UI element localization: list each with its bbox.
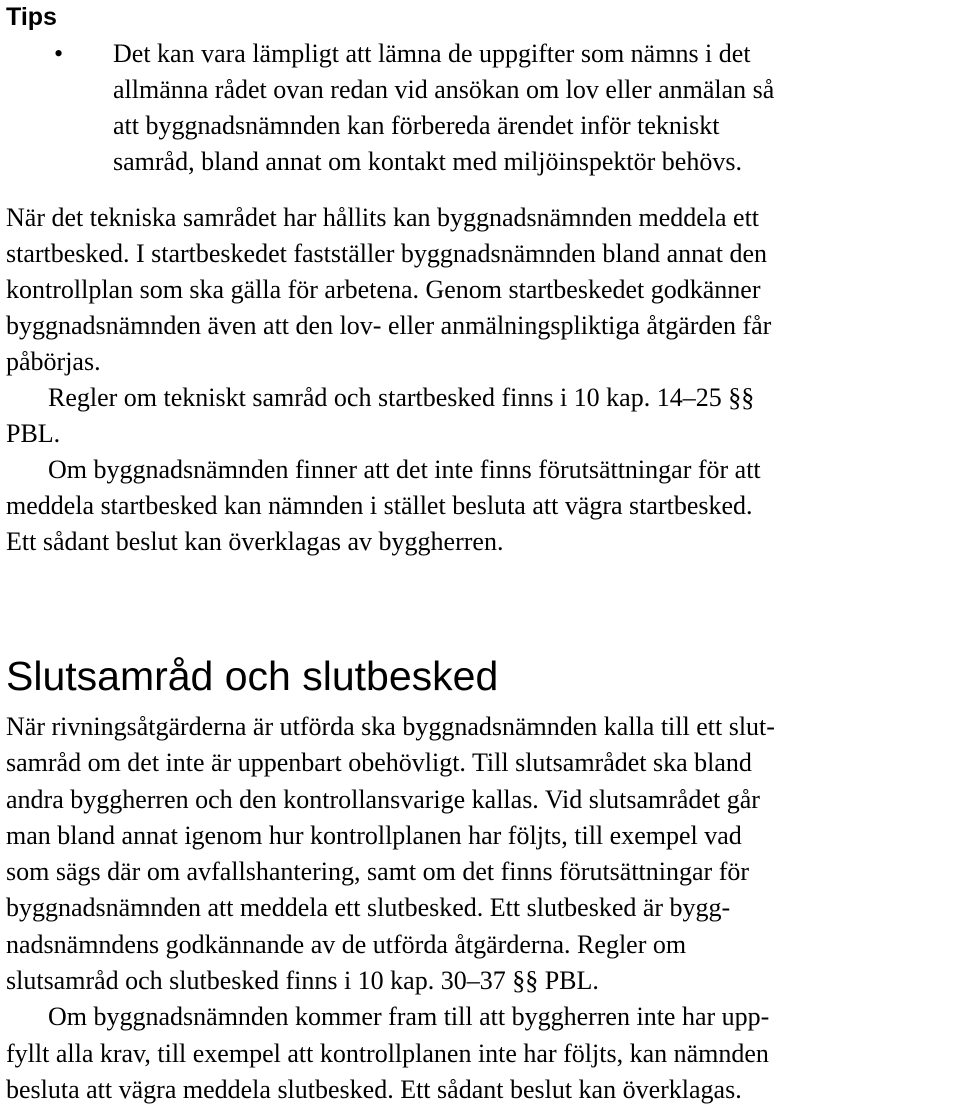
- text-line: startbesked. I startbeskedet fastställer byggnadsnämnden bland annat den: [6, 239, 767, 268]
- text-line: samråd om det inte är uppenbart obehövligt. Till slutsamrådet ska bland: [6, 748, 752, 778]
- section-heading: Slutsamråd och slutbesked: [6, 653, 499, 699]
- text-line: slutsamråd och slutbesked finns i 10 kap. 30–37 §§ PBL.: [6, 966, 599, 996]
- tips-paragraph-regler: [6, 380, 956, 452]
- tips-bullet-text: [113, 36, 943, 180]
- text-line: meddela startbesked kan nämnden i stället besluta att vägra startbesked.: [6, 491, 753, 520]
- section-paragraph-slutsamrad: [6, 709, 956, 999]
- bullet-icon: •: [54, 39, 64, 68]
- text-line: Ett sådant beslut kan överklagas av byggherren.: [6, 527, 504, 556]
- tips-paragraph-startbesked: [6, 200, 956, 380]
- text-line: man bland annat igenom hur kontrollplanen har följts, till exempel vad: [6, 820, 742, 850]
- text-line: Det kan vara lämpligt att lämna de uppgifter som nämns i det: [113, 39, 751, 68]
- tips-block: [6, 36, 956, 560]
- section-block: [6, 709, 956, 1108]
- text-line: fyllt alla krav, till exempel att kontrollplanen inte har följts, kan nämnden: [6, 1038, 769, 1068]
- text-line: påbörjas.: [6, 347, 101, 376]
- text-line: PBL.: [6, 419, 61, 448]
- text-line: kontrollplan som ska gälla för arbetena. Genom startbeskedet godkänner: [6, 275, 761, 304]
- text-line: allmänna rådet ovan redan vid ansökan om lov eller anmälan så: [113, 75, 775, 104]
- text-line: Regler om tekniskt samråd och startbesked finns i 10 kap. 14–25 §§: [48, 383, 755, 412]
- text-line: byggnadsnämnden att meddela ett slutbesked. Ett slutbesked är bygg-: [6, 893, 731, 923]
- tips-heading: Tips: [6, 3, 57, 31]
- text-line: Om byggnadsnämnden finner att det inte finns förutsättningar för att: [48, 455, 761, 484]
- text-line: som sägs där om avfallshantering, samt om det finns förutsättningar för: [6, 857, 750, 887]
- text-line: andra byggherren och den kontrollansvarige kallas. Vid slutsamrådet går: [6, 784, 760, 814]
- tips-paragraph-vagra: [6, 452, 956, 560]
- tips-list-item: [6, 36, 943, 180]
- text-line: att byggnadsnämnden kan förbereda ärendet inför tekniskt: [113, 111, 720, 140]
- text-line: När det tekniska samrådet har hållits kan byggnadsnämnden meddela ett: [6, 203, 760, 232]
- text-line: nadsnämndens godkännande av de utförda åtgärderna. Regler om: [6, 929, 687, 959]
- text-line: byggnadsnämnden även att den lov- eller anmälningspliktiga åtgärden får: [6, 311, 772, 340]
- text-line: besluta att vägra meddela slutbesked. Ett sådant beslut kan överklagas.: [6, 1074, 742, 1104]
- text-line: Om byggnadsnämnden kommer fram till att byggherren inte har upp-: [48, 1002, 770, 1032]
- section-paragraph-vagra: [6, 999, 956, 1108]
- text-line: samråd, bland annat om kontakt med miljöinspektör behövs.: [113, 147, 742, 176]
- tips-list: [6, 36, 956, 180]
- text-line: När rivningsåtgärderna är utförda ska byggnadsnämnden kalla till ett slut-: [6, 712, 775, 741]
